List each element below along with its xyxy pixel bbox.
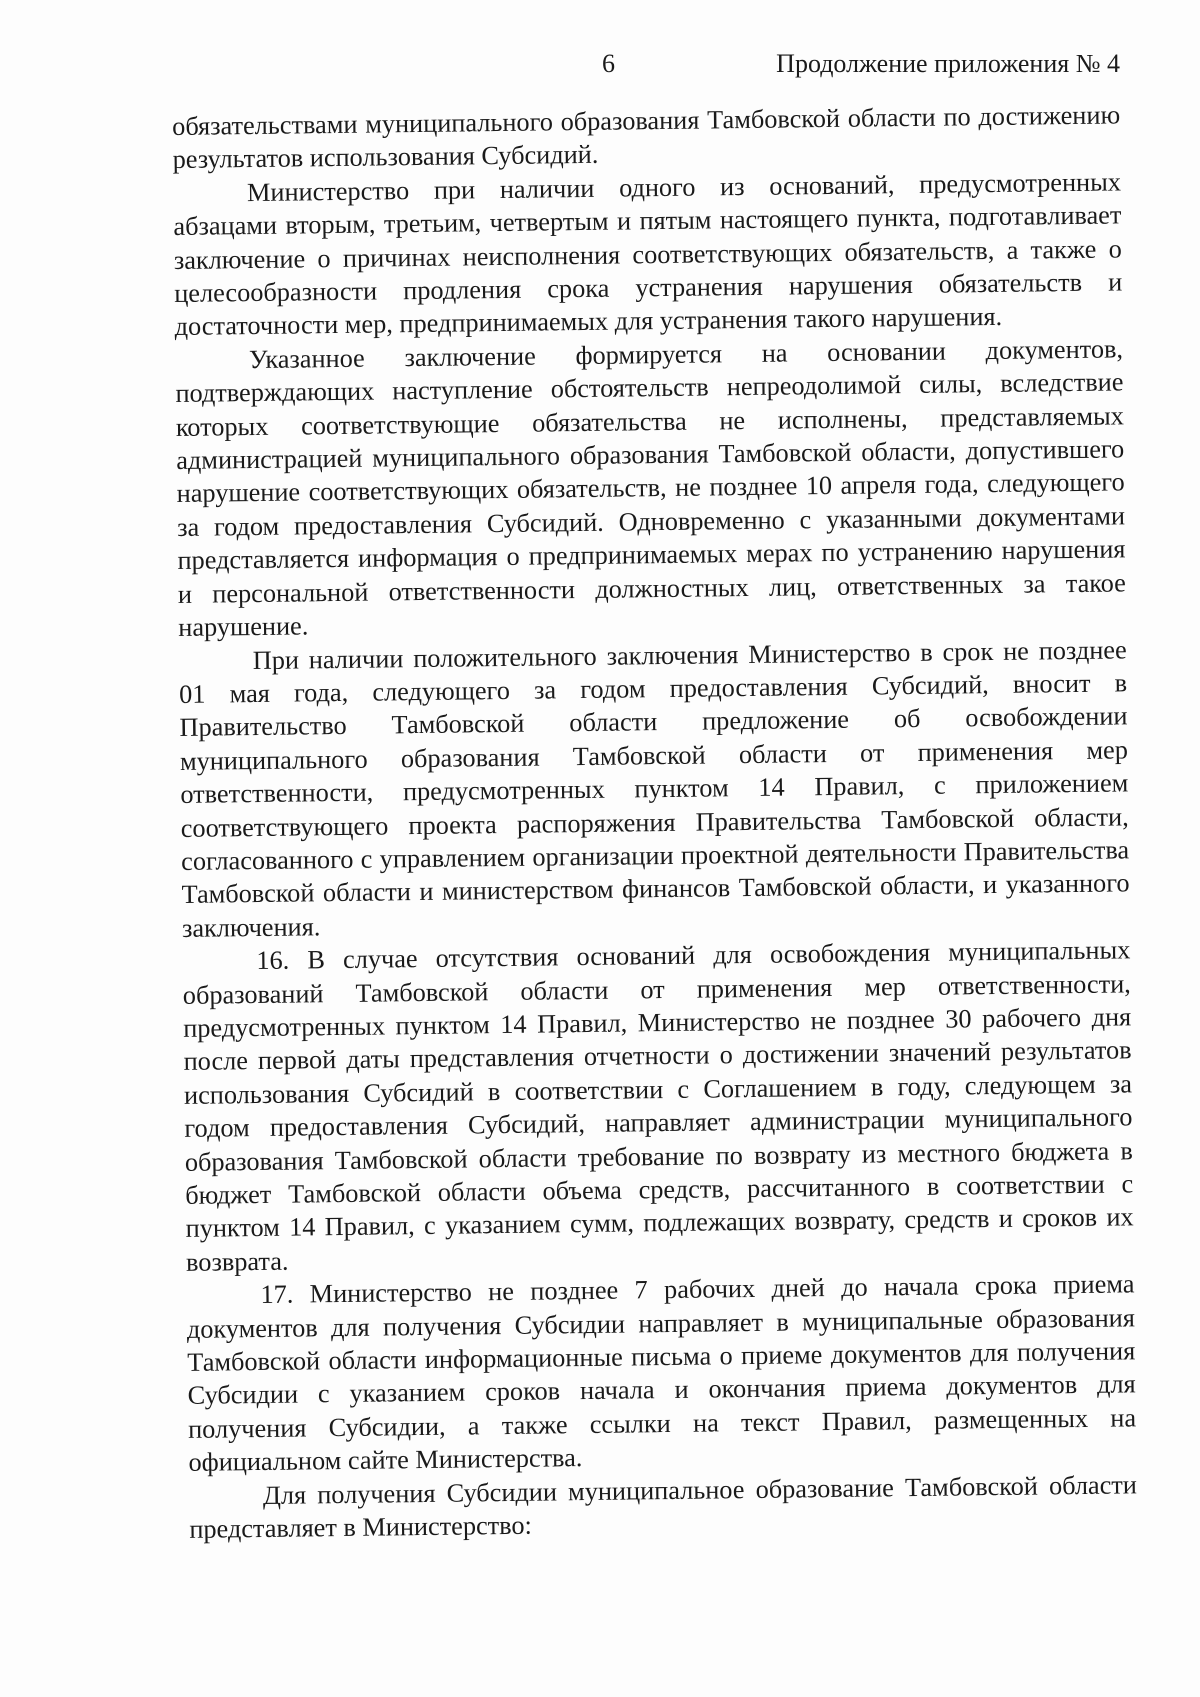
paragraph-item-16: 16. В случае отсутствия оснований для освобождения муниципальных образований Тамбовской области от применения мер ответственности, предусмотренных пунктом 14 Правил, Министерство не позднее 30 рабочего дня после первой даты представления отчетности о достижении значений результатов использования Субсидий в соответствии с Соглашением в году, следующем за годом предоставления Субсидий, направляет администрации муниципального образования Тамбовской области требование по возврату из местного бюджета в бюджет Тамбовской области объема средств, рассчитанного в соответствии с пунктом 14 Правил, с указанием сумм, подлежащих возврату, средств и сроков их возврата. (182, 935, 1134, 1277)
page-number: 6 (602, 49, 615, 78)
paragraph: Указанное заключение формируется на основании документов, подтверждающих наступление обстоятельств непреодолимой силы, вследствие которых соответствующие обязательства не исполнены, представляемых администрацией муниципального образования Тамбовской области, допустившего нарушение соответствующих обязательств, не позднее 10 апреля года, следующего за годом предоставления Субсидий. Одновременно с указанными документами представляется информация о предпринимаемых мерах по устранению нарушения и персональной ответственности должностных лиц, ответственных за такое нарушение. (175, 334, 1127, 643)
paragraph: Министерство при наличии одного из оснований, предусмотренных абзацами вторым, третьим, четвертым и пятым настоящего пункта, подготавливает заключение о причинах неисполнения соответствующих обязательств, а также о целесообразности продления срока устранения нарушения обязательств и достаточности мер, предпринимаемых для устранения такого нарушения. (173, 167, 1123, 342)
paragraph: Для получения Субсидии муниципальное образование Тамбовской области представляет в Министерство: (189, 1469, 1138, 1544)
paragraph: При наличии положительного заключения Министерство в срок не позднее 01 мая года, следующего за годом предоставления Субсидий, вносит в Правительство Тамбовской области предложение об освобождении муниципального образования Тамбовской области от применения мер ответственности, предусмотренных пунктом 14 Правил, с приложением соответствующего проекта распоряжения Правительства Тамбовской области, согласованного с управлением организации проектной деятельности Правительства Тамбовской области и министерством финансов Тамбовской области, и указанного заключения. (178, 634, 1130, 943)
paragraph-item-17: 17. Министерство не позднее 7 рабочих дней до начала срока приема документов для получения Субсидии направляет в муниципальные образования Тамбовской области информационные письма о приеме документов для получения Субсидии с указанием сроков начала и окончания приема документов для получения Субсидии, а также ссылки на текст Правил, размещенных на официальном сайте Министерства. (186, 1269, 1137, 1478)
page-header (172, 44, 1120, 84)
appendix-continuation-label: Продолжение приложения № 4 (776, 49, 1120, 78)
document-body (172, 98, 1137, 1546)
paragraph: обязательствами муниципального образования Тамбовской области по достижению результатов использования Субсидий. (172, 100, 1121, 175)
